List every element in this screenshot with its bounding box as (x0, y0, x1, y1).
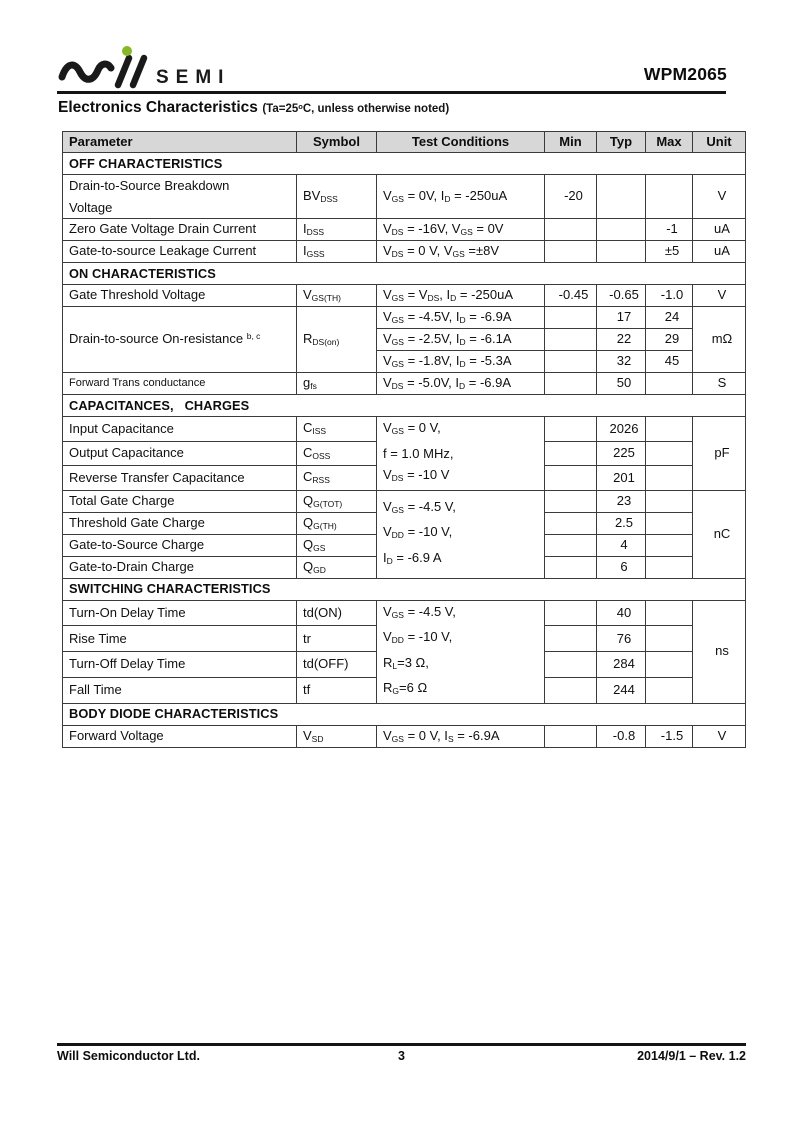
cell-min (545, 600, 597, 626)
cell-p: Drain-to-Source Breakdown Voltage (63, 175, 297, 219)
cell-max (646, 600, 693, 626)
cell-typ: 284 (597, 652, 646, 678)
cell-min (545, 307, 597, 329)
section-header: CAPACITANCES, CHARGES (63, 395, 746, 417)
cell-max: -1.5 (646, 725, 693, 747)
table-header-row (63, 132, 746, 153)
cell-max (646, 466, 693, 491)
cell-min (545, 512, 597, 534)
table-row (63, 307, 746, 329)
cell-min (545, 441, 597, 466)
section-row (63, 263, 746, 285)
cell-s: $C_{ISS}$ (297, 417, 377, 442)
cell-min (545, 677, 597, 703)
cell-typ: 32 (597, 351, 646, 373)
section-header: OFF CHARACTERISTICS (63, 153, 746, 175)
cell-min (545, 219, 597, 241)
cell-p: Turn-On Delay Time (63, 600, 297, 626)
cell-typ: -0.65 (597, 285, 646, 307)
cell-c: $V_{GS} = V_{DS}$, $I_D = -250uA$ (377, 285, 545, 307)
table-row (63, 490, 746, 512)
cell-max (646, 652, 693, 678)
section-row (63, 703, 746, 725)
footer-revision: 2014/9/1 – Rev. 1.2 (637, 1049, 746, 1063)
cell-s: $Q_{GS}$ (297, 534, 377, 556)
cell-max (646, 556, 693, 578)
cell-p: Rise Time (63, 626, 297, 652)
cell-max: 45 (646, 351, 693, 373)
table-body (63, 132, 746, 748)
cell-typ: 225 (597, 441, 646, 466)
header-rule (57, 91, 726, 94)
logo-green-dot (122, 46, 132, 56)
footer-rule (57, 1043, 746, 1046)
column-header-test-conditions: Test Conditions (377, 132, 545, 153)
cell-max (646, 490, 693, 512)
cell-c: $V_{GS} = -1.8V$, $I_D = -5.3A$ (377, 351, 545, 373)
cell-typ: -0.8 (597, 725, 646, 747)
cell-u: S (693, 373, 746, 395)
footer-company: Will Semiconductor Ltd. (57, 1049, 200, 1063)
cell-max (646, 512, 693, 534)
cell-typ: 50 (597, 373, 646, 395)
cell-s: $Q_{G(TH)}$ (297, 512, 377, 534)
cell-max: -1.0 (646, 285, 693, 307)
cell-u: uA (693, 219, 746, 241)
page-title-main: Electronics Characteristics (58, 99, 258, 116)
column-header-parameter: Parameter (63, 132, 297, 153)
cell-max (646, 534, 693, 556)
column-header-typ: Typ (597, 132, 646, 153)
table-row (63, 175, 746, 219)
cell-s: tr (297, 626, 377, 652)
willsemi-logo (56, 45, 256, 93)
cell-s: td(OFF) (297, 652, 377, 678)
cell-c: $V_{GS} = 0$ V, f = 1.0 MHz, $V_{DS} = -10$ V (377, 417, 545, 491)
cell-max: -1 (646, 219, 693, 241)
cell-s: $I_{GSS}$ (297, 241, 377, 263)
section-header: ON CHARACTERISTICS (63, 263, 746, 285)
page-title (58, 99, 449, 117)
cell-u: mΩ (693, 307, 746, 373)
cell-s: $V_{SD}$ (297, 725, 377, 747)
cell-p: Forward Trans conductance (63, 373, 297, 395)
cell-max (646, 417, 693, 442)
section-row (63, 578, 746, 600)
table-row (63, 725, 746, 747)
cell-p: Fall Time (63, 677, 297, 703)
cell-p: Gate-to-source Leakage Current (63, 241, 297, 263)
cell-s: $C_{RSS}$ (297, 466, 377, 491)
cell-min (545, 466, 597, 491)
cell-s: $BV_{DSS}$ (297, 175, 377, 219)
logo-slash-2 (133, 58, 144, 85)
cell-max (646, 175, 693, 219)
cell-max: 24 (646, 307, 693, 329)
cell-min (545, 490, 597, 512)
cell-min (545, 329, 597, 351)
cell-p: Turn-Off Delay Time (63, 652, 297, 678)
column-header-max: Max (646, 132, 693, 153)
cell-c: $V_{DS} = -16V$, $V_{GS} = 0V$ (377, 219, 545, 241)
cell-p: Gate-to-Drain Charge (63, 556, 297, 578)
cell-min: -20 (545, 175, 597, 219)
table-row (63, 417, 746, 442)
section-row (63, 395, 746, 417)
cell-min (545, 556, 597, 578)
cell-min (545, 417, 597, 442)
cell-s: td(ON) (297, 600, 377, 626)
section-header: BODY DIODE CHARACTERISTICS (63, 703, 746, 725)
cell-max (646, 441, 693, 466)
logo-slash-1 (118, 58, 129, 85)
table-row (63, 241, 746, 263)
cell-c: $V_{DS} = -5.0V$, $I_D = -6.9A$ (377, 373, 545, 395)
cell-min (545, 652, 597, 678)
cell-typ: 4 (597, 534, 646, 556)
logo-wave (62, 64, 111, 79)
cell-s: $Q_{GD}$ (297, 556, 377, 578)
cell-min (545, 534, 597, 556)
cell-s: tf (297, 677, 377, 703)
cell-p: Drain-to-source On-resistance $^{b, c}$ (63, 307, 297, 373)
section-row (63, 153, 746, 175)
cell-typ: 22 (597, 329, 646, 351)
column-header-unit: Unit (693, 132, 746, 153)
logo-brand-text: SEMI (156, 67, 231, 88)
cell-min (545, 373, 597, 395)
cell-c: $V_{GS} = -4.5$ V, $V_{DD} = -10$ V, $R_L=3$ Ω, $R_G=6$ Ω (377, 600, 545, 703)
column-header-min: Min (545, 132, 597, 153)
table-row (63, 219, 746, 241)
cell-p: Zero Gate Voltage Drain Current (63, 219, 297, 241)
cell-min (545, 725, 597, 747)
cell-max (646, 677, 693, 703)
cell-p: Threshold Gate Charge (63, 512, 297, 534)
cell-s: $V_{GS(TH)}$ (297, 285, 377, 307)
page-title-note: ($Ta=25^oC$, unless otherwise noted) (262, 102, 450, 115)
cell-typ (597, 241, 646, 263)
cell-c: $V_{DS} = 0$ V, $V_{GS} =\pm 8V$ (377, 241, 545, 263)
cell-max (646, 626, 693, 652)
cell-u: pF (693, 417, 746, 491)
cell-u: V (693, 175, 746, 219)
cell-typ: 244 (597, 677, 646, 703)
cell-p: Forward Voltage (63, 725, 297, 747)
cell-u: V (693, 725, 746, 747)
cell-p: Gate-to-Source Charge (63, 534, 297, 556)
cell-typ: 6 (597, 556, 646, 578)
cell-u: nC (693, 490, 746, 578)
cell-typ: 2.5 (597, 512, 646, 534)
characteristics-table (62, 131, 746, 748)
cell-u: ns (693, 600, 746, 703)
cell-s: $Q_{G(TOT)}$ (297, 490, 377, 512)
cell-u: V (693, 285, 746, 307)
cell-s: $I_{DSS}$ (297, 219, 377, 241)
table-row (63, 373, 746, 395)
cell-max: 29 (646, 329, 693, 351)
cell-max: ±5 (646, 241, 693, 263)
cell-typ: 2026 (597, 417, 646, 442)
cell-typ (597, 175, 646, 219)
table-row (63, 285, 746, 307)
cell-p: Total Gate Charge (63, 490, 297, 512)
cell-p: Gate Threshold Voltage (63, 285, 297, 307)
cell-s: $g_{fs}$ (297, 373, 377, 395)
cell-c: $V_{GS} = 0$ V, $I_S = -6.9A$ (377, 725, 545, 747)
footer-page-number: 3 (398, 1049, 405, 1063)
cell-max (646, 373, 693, 395)
cell-typ (597, 219, 646, 241)
cell-c: $V_{GS} = -4.5V$, $I_D = -6.9A$ (377, 307, 545, 329)
column-header-symbol: Symbol (297, 132, 377, 153)
product-code: WPM2065 (643, 64, 727, 84)
cell-typ: 201 (597, 466, 646, 491)
cell-min: -0.45 (545, 285, 597, 307)
cell-s: $R_{DS(on)}$ (297, 307, 377, 373)
cell-c: $V_{GS} = -4.5$ V, $V_{DD} = -10$ V, $I_D = -6.9$ A (377, 490, 545, 578)
table-row (63, 600, 746, 626)
cell-min (545, 351, 597, 373)
cell-typ: 40 (597, 600, 646, 626)
cell-u: uA (693, 241, 746, 263)
cell-c: $V_{GS} = 0V$, $I_D = -250uA$ (377, 175, 545, 219)
cell-c: $V_{GS} = -2.5V$, $I_D = -6.1A$ (377, 329, 545, 351)
section-header: SWITCHING CHARACTERISTICS (63, 578, 746, 600)
cell-s: $C_{OSS}$ (297, 441, 377, 466)
cell-p: Input Capacitance (63, 417, 297, 442)
cell-typ: 76 (597, 626, 646, 652)
cell-p: Output Capacitance (63, 441, 297, 466)
cell-min (545, 626, 597, 652)
characteristics-table-wrap (62, 131, 746, 748)
cell-p: Reverse Transfer Capacitance (63, 466, 297, 491)
cell-typ: 17 (597, 307, 646, 329)
cell-min (545, 241, 597, 263)
cell-typ: 23 (597, 490, 646, 512)
